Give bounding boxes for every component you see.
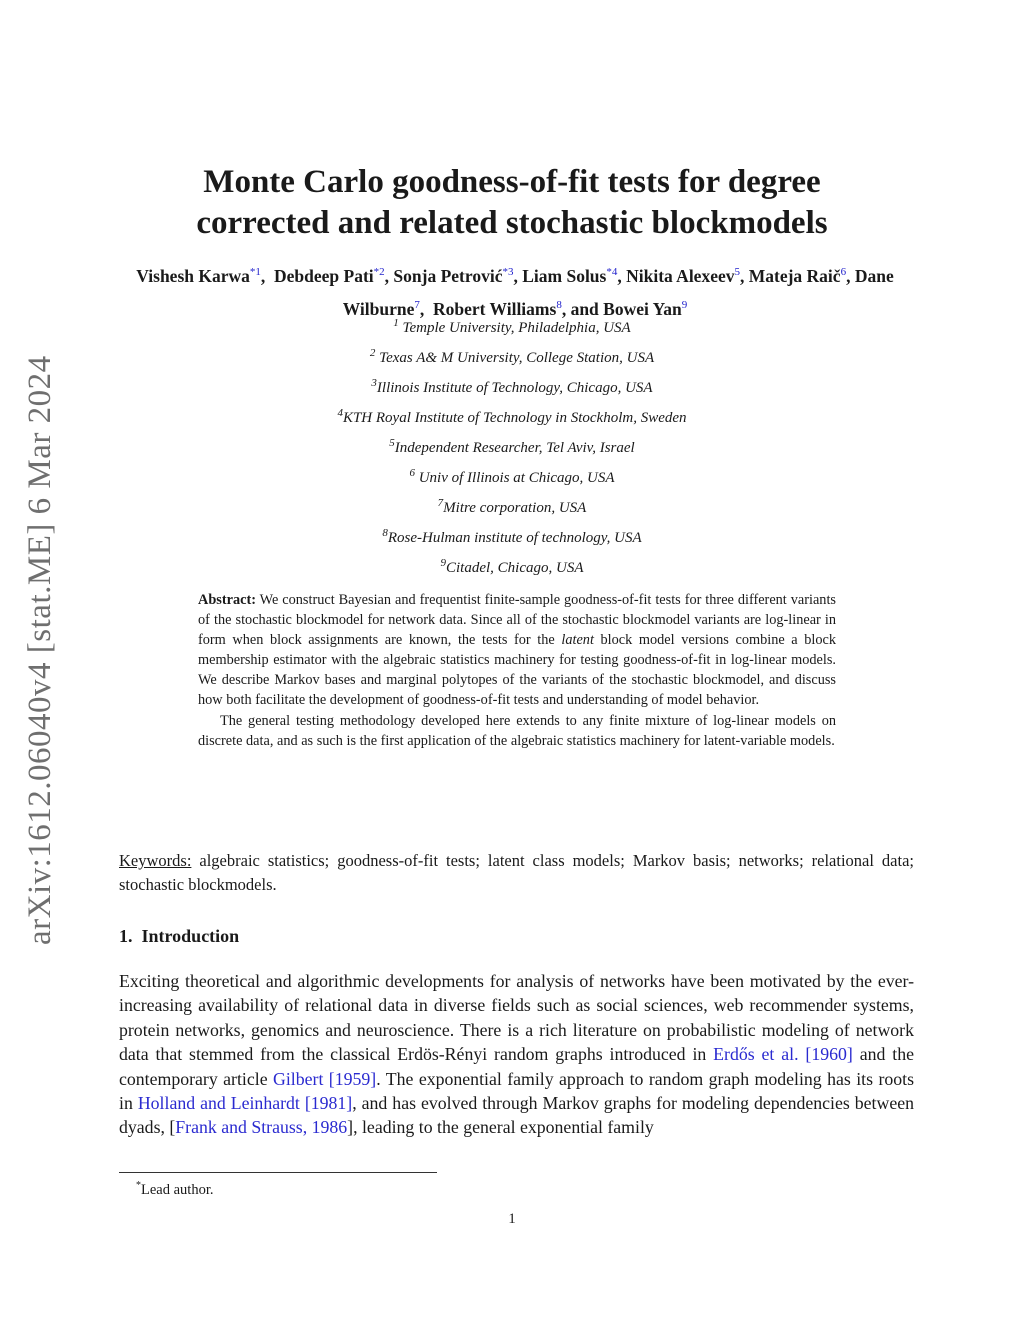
abstract-paragraph: The general testing methodology developed here extends to any finite mixture of log-linear models on discrete data, and as such is the first application of the algebraic statistics machinery for latent-variable models. xyxy=(198,712,836,749)
affiliation: $^7$Mitre corporation, USA xyxy=(437,497,587,516)
affiliation: $^4$KTH Royal Institute of Technology in Stockholm, Sweden xyxy=(337,407,687,426)
affiliation: $^3$Illinois Institute of Technology, Chicago, USA xyxy=(371,377,653,396)
abstract-paragraph: Abstract: We construct Bayesian and frequentist finite-sample goodness-of-fit tests for three different variants of the stochastic blockmodel for network data. Since all of the stochastic blockmodel variants are log-linear in form when block assignments are known, the tests for the latent block model versions combine a block membership estimator with the algebraic statistics machinery for testing goodness-of-fit in log-linear models. We describe Markov bases and marginal polytopes of the variants of the stochastic blockmodel, and discuss how both facilitate the development of goodness-of-fit tests and understanding of model behavior. xyxy=(198,592,837,709)
citation-link[interactable]: Frank and Strauss, 1986 xyxy=(175,1117,348,1138)
title-line-2: corrected and related stochastic blockmodels xyxy=(196,205,828,241)
author-sup[interactable]: 9 xyxy=(681,298,688,311)
author-sup[interactable]: 6 xyxy=(840,266,847,278)
affiliation: $^6$ Univ of Illinois at Chicago, USA xyxy=(409,467,615,486)
author-sup[interactable]: 5 xyxy=(734,266,740,278)
arxiv-watermark: arXiv:1612.06040v4 [stat.ME] 6 Mar 2024 xyxy=(22,355,58,945)
abstract-label: Abstract: xyxy=(198,592,256,608)
author-name: Liam Solus xyxy=(522,265,607,286)
citation-link[interactable]: Erdős et al. [1960] xyxy=(713,1044,853,1065)
author-name: Nikita Alexeev xyxy=(626,265,735,286)
abstract xyxy=(198,590,836,751)
title-line-1: Monte Carlo goodness-of-fit tests for degree xyxy=(203,164,821,200)
author-sup[interactable]: 8 xyxy=(556,298,562,311)
paper-title xyxy=(0,162,1024,244)
keywords xyxy=(119,849,914,897)
author-conjunction: and xyxy=(570,298,599,319)
intro-paragraph: Exciting theoretical and algorithmic developments for analysis of networks have been motivated by the ever-increasing availability of relational data in diverse fields such as social sciences, web recommender systems, protein networks, genomics and neuroscience. There is a rich literature on probabilistic modeling of network data that stemmed from the classical Erdös-Rényi random graphs introduced in Erdős et al. [1960] and the contemporary article Gilbert [1959]. The exponential family approach to random graph modeling has its roots in Holland and Leinhardt [1981], and has evolved through Markov graphs for modeling dependencies between dyads, [Frank and Strauss, 1986], leading to the general exponential family xyxy=(119,971,915,1138)
author-sup[interactable]: 7 xyxy=(414,298,420,311)
author-name: Debdeep Pati xyxy=(274,265,374,286)
author-sup[interactable]: *3 xyxy=(502,266,514,278)
footnote: *Lead author. xyxy=(136,1180,214,1198)
affiliation: $^2$ Texas A& M University, College Station, USA xyxy=(369,347,655,366)
citation-link[interactable]: Holland and Leinhardt [1981] xyxy=(137,1093,353,1114)
affiliation: $^8$Rose-Hulman institute of technology, USA xyxy=(382,527,642,546)
author-sup[interactable]: *2 xyxy=(373,266,385,278)
footnote-rule xyxy=(119,1172,437,1173)
author-name: Dane Wilburne xyxy=(342,265,894,319)
author-list: Vishesh Karwa$^{*1}$, Debdeep Pati$^{*2}$, Sonja Petrović$^{*3}$, Liam Solus$^{*4}$, Nikita Alexeev$^5$, Mateja Raič$^6$, Dane Wilburne$^7$, Robert Williams$^8$, and Bowei Yan$^9$ xyxy=(136,265,894,319)
affiliation: $^9$Citadel, Chicago, USA xyxy=(440,557,584,576)
author-sup[interactable]: *4 xyxy=(606,266,618,278)
author-name: Robert Williams xyxy=(433,298,557,319)
page-number: 1 xyxy=(508,1211,516,1227)
section-heading: 1. Introduction xyxy=(119,926,240,946)
keywords-label: Keywords: xyxy=(119,851,192,870)
author-sup[interactable]: *1 xyxy=(249,266,261,278)
affiliation: $^5$Independent Researcher, Tel Aviv, Israel xyxy=(389,437,635,456)
keywords-text: algebraic statistics; goodness-of-fit tests; latent class models; Markov basis; networks; relational data; stochastic blockmodels. xyxy=(119,851,915,894)
author-name: Vishesh Karwa xyxy=(136,265,250,286)
author-name: Bowei Yan xyxy=(603,298,682,319)
author-name: Sonja Petrović xyxy=(393,265,503,286)
affiliation: $^1$ Temple University, Philadelphia, USA xyxy=(393,317,631,336)
citation-link[interactable]: Gilbert [1959] xyxy=(273,1068,377,1089)
author-name: Mateja Raič xyxy=(748,265,841,286)
